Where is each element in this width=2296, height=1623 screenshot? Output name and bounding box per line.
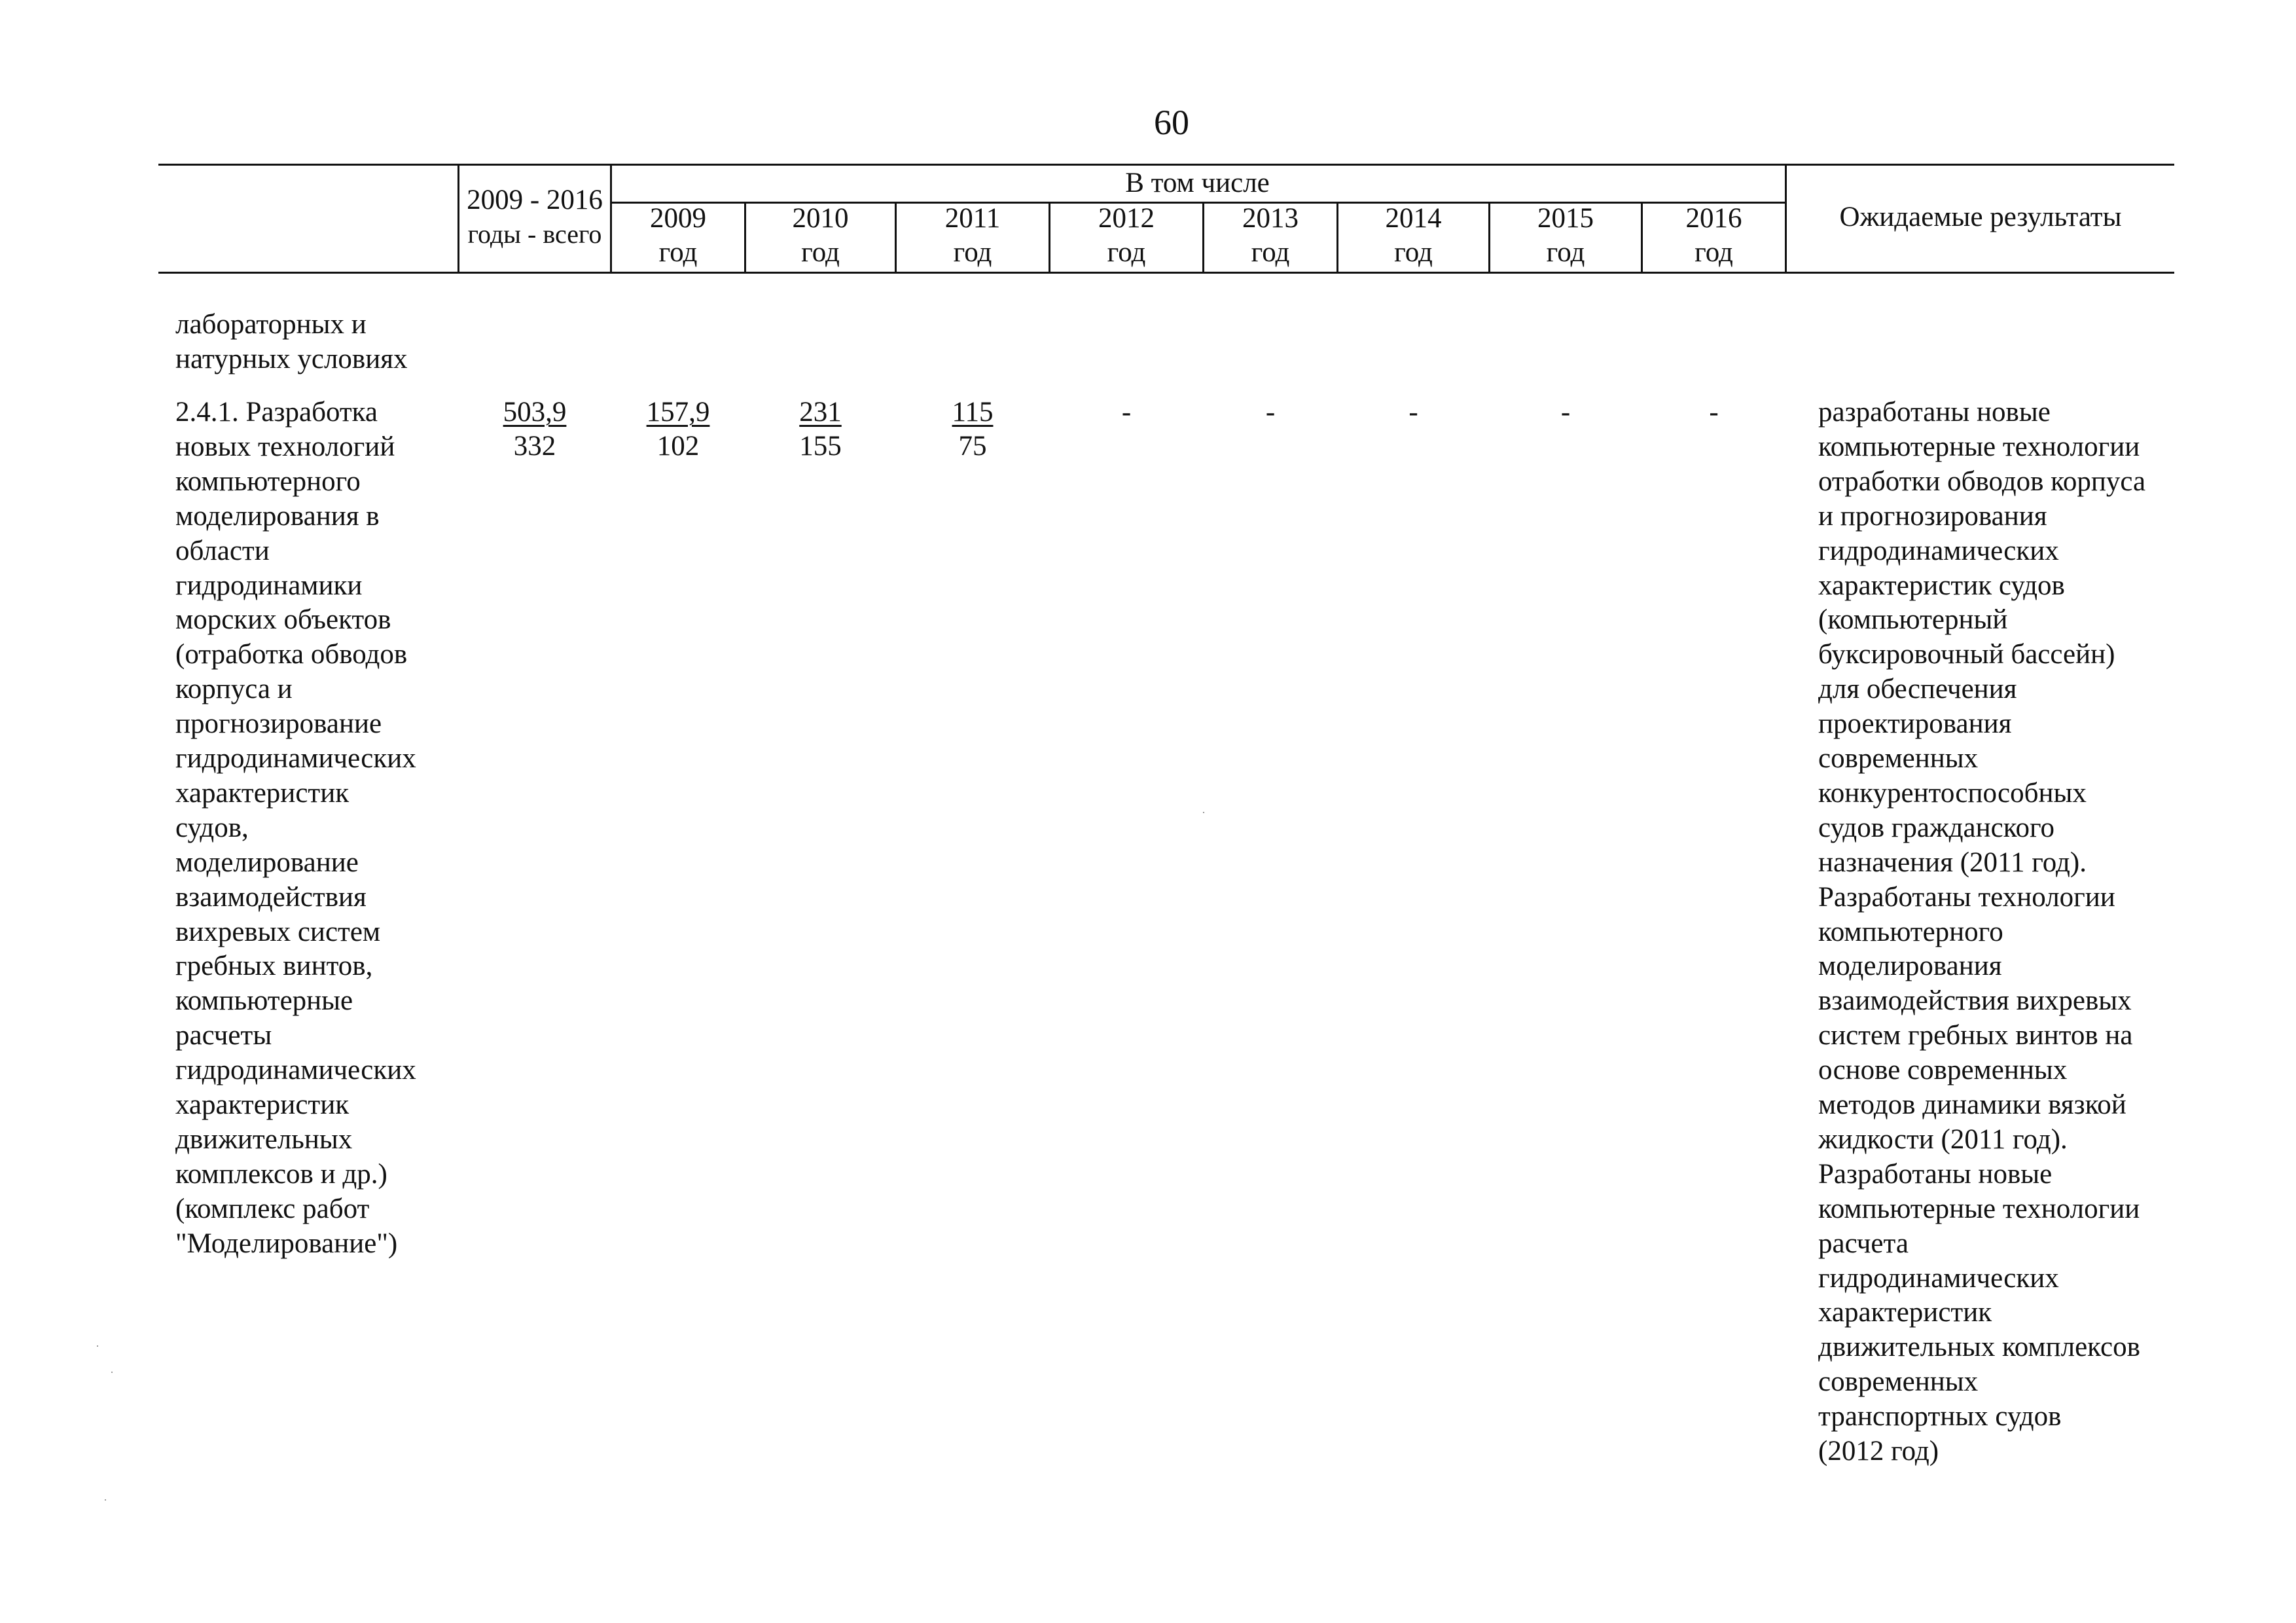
description-line: компьютерные: [175, 985, 353, 1017]
total-value-bottom: 332: [513, 431, 556, 462]
result-line: расчета: [1818, 1228, 1909, 1259]
scan-speck: [105, 1499, 106, 1501]
description-line: вихревых систем: [175, 916, 381, 947]
result-line: назначения (2011 год).: [1818, 847, 2087, 878]
value-2009-bottom: 102: [656, 431, 700, 462]
description-line: морских объектов: [175, 604, 391, 636]
total-header-line2: годы - всего: [467, 219, 602, 249]
year-header-2012: 2012: [1098, 203, 1155, 234]
result-line: взаимодействия вихревых: [1818, 985, 2132, 1017]
description-line: комплексов и др.): [175, 1158, 387, 1190]
description-line: компьютерного: [175, 465, 361, 497]
result-line: для обеспечения: [1818, 674, 2017, 705]
group-header: В том числе: [1125, 168, 1270, 198]
result-line: судов гражданского: [1818, 812, 2055, 843]
description-line: характеристик: [175, 777, 350, 809]
value-2014-top: -: [1408, 397, 1418, 428]
description-line: гидродинамических: [175, 1055, 416, 1086]
description-line: расчеты: [175, 1020, 272, 1051]
year-header-2011: 2011: [944, 203, 1001, 234]
result-line: гидродинамических: [1818, 1262, 2059, 1294]
description-line: "Моделирование"): [175, 1228, 398, 1259]
year-unit-2013: год: [1251, 237, 1290, 268]
result-line: (компьютерный: [1818, 604, 2008, 636]
value-2010-top: 231: [799, 397, 842, 428]
description-line: (комплекс работ: [175, 1193, 370, 1224]
description-line: (отработка обводов: [175, 639, 408, 670]
description-line: моделирования в: [175, 500, 380, 532]
result-line: характеристик: [1818, 1297, 1992, 1328]
header-top-rule: [158, 164, 2174, 166]
description-line: моделирование: [175, 847, 359, 878]
description-line: 2.4.1. Разработка: [175, 397, 378, 428]
year-unit-2012: год: [1107, 237, 1146, 268]
result-line: (2012 год): [1818, 1436, 1939, 1467]
page-number: 60: [1154, 103, 1189, 142]
year-header-2014: 2014: [1385, 203, 1442, 234]
result-line: разработаны новые: [1818, 397, 2051, 428]
description-line: гидродинамики: [175, 570, 363, 601]
value-2010-bottom: 155: [799, 431, 842, 462]
value-2011-bottom: 75: [958, 431, 987, 462]
result-line: моделирования: [1818, 951, 2002, 982]
description-line: прогнозирование: [175, 708, 382, 740]
year-header-2013: 2013: [1242, 203, 1299, 234]
year-header-2016: 2016: [1685, 203, 1742, 234]
continuation-line-2: натурных условиях: [175, 344, 408, 374]
scan-speck: [111, 1372, 113, 1373]
value-2012-top: -: [1121, 397, 1132, 428]
results-header: Ожидаемые результаты: [1839, 202, 2122, 232]
result-line: движительных комплексов: [1818, 1332, 2140, 1363]
year-unit-2010: год: [801, 237, 840, 268]
result-line: компьютерного: [1818, 916, 2003, 947]
continuation-line-1: лабораторных и: [175, 309, 367, 340]
total-header-line1: 2009 - 2016: [467, 185, 603, 215]
year-header-2010: 2010: [792, 203, 849, 234]
result-line: основе современных: [1818, 1055, 2068, 1086]
total-value-top: 503,9: [503, 397, 567, 428]
result-line: современных: [1818, 743, 1979, 774]
description-line: судов,: [175, 812, 249, 843]
result-line: проектирования: [1818, 708, 2012, 740]
scan-speck: [97, 1345, 98, 1347]
year-unit-2014: год: [1394, 237, 1433, 268]
table-header: [158, 164, 2174, 275]
value-2016-top: -: [1709, 397, 1719, 428]
year-header-2015: 2015: [1537, 203, 1594, 234]
description-line: области: [175, 535, 270, 566]
result-line: методов динамики вязкой: [1818, 1089, 2126, 1120]
description-line: гребных винтов,: [175, 951, 373, 982]
header-bottom-rule: [158, 272, 2174, 274]
value-2009-top: 157,9: [646, 397, 710, 428]
description-line: гидродинамических: [175, 743, 416, 774]
year-header-2009: 2009: [650, 203, 706, 234]
result-line: отработки обводов корпуса: [1818, 465, 2146, 497]
year-unit-2015: год: [1546, 237, 1585, 268]
description-line: корпуса и: [175, 674, 293, 705]
result-line: систем гребных винтов на: [1818, 1020, 2133, 1051]
result-line: современных: [1818, 1366, 1979, 1398]
scan-speck: [1203, 812, 1204, 813]
result-line: буксировочный бассейн): [1818, 639, 2115, 670]
year-unit-2016: год: [1695, 237, 1733, 268]
result-line: гидродинамических: [1818, 535, 2059, 566]
result-line: конкурентоспособных: [1818, 777, 2087, 809]
result-line: характеристик судов: [1818, 570, 2065, 601]
result-line: жидкости (2011 год).: [1818, 1123, 2068, 1155]
result-line: транспортных судов: [1818, 1401, 2062, 1432]
description-line: характеристик: [175, 1089, 350, 1120]
description-line: новых технологий: [175, 431, 395, 462]
year-unit-2011: год: [953, 237, 992, 268]
value-2011-top: 115: [952, 397, 994, 428]
year-unit-2009: год: [658, 237, 698, 268]
result-line: компьютерные технологии: [1818, 1193, 2140, 1224]
value-2015-top: -: [1560, 397, 1571, 428]
description-line: взаимодействия: [175, 881, 367, 913]
result-line: компьютерные технологии: [1818, 431, 2140, 462]
description-line: движительных: [175, 1123, 353, 1155]
result-line: Разработаны новые: [1818, 1158, 2053, 1190]
result-line: и прогнозирования: [1818, 500, 2047, 532]
result-line: Разработаны технологии: [1818, 881, 2115, 913]
value-2013-top: -: [1265, 397, 1276, 428]
